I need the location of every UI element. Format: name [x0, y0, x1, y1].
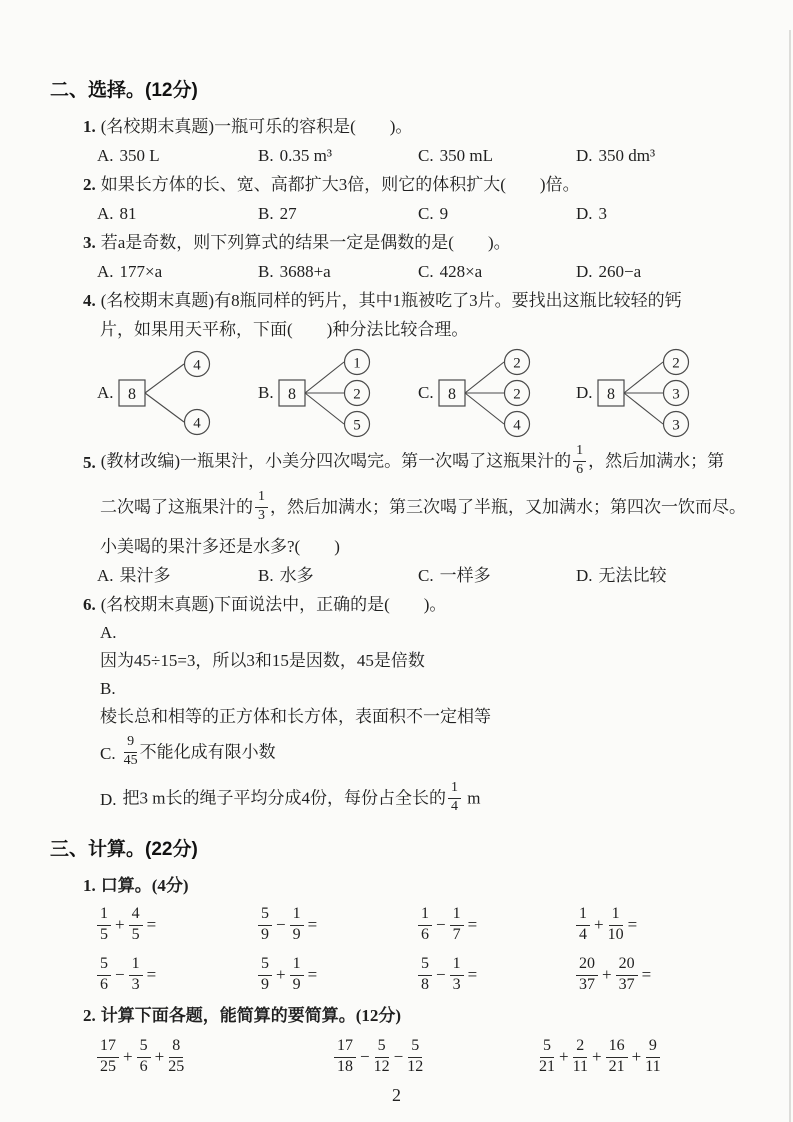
fraction: $\frac{1}{3}$ — [129, 956, 143, 994]
option-label: C. — [418, 262, 434, 281]
option-label: D. — [576, 262, 593, 281]
option-c — [418, 257, 576, 286]
option-label: B. — [258, 146, 274, 165]
oral-expression-3 — [416, 907, 574, 945]
oral-calc-row-1 — [95, 901, 793, 951]
operator: = — [146, 914, 157, 934]
branch-diagram — [596, 348, 700, 438]
oral-calc-label — [83, 871, 793, 901]
diagram-label: D. — [576, 383, 593, 402]
question-text: (名校期末真题)下面说法中，正确的是( )。 — [100, 595, 447, 614]
question-2-stem — [83, 170, 793, 199]
fraction: $\frac{1}{9}$ — [290, 956, 304, 994]
option-b — [258, 199, 418, 228]
question-text: (名校期末真题)一瓶可乐的容积是( )。 — [100, 117, 413, 136]
option-text: 9 — [439, 204, 449, 223]
option-d — [576, 141, 793, 170]
fraction: $\frac{5}{6}$ — [137, 1038, 151, 1076]
sub-text: 计算下面各题，能简算的要简算。(12分) — [100, 1006, 402, 1025]
fraction: $\frac{4}{5}$ — [129, 906, 143, 944]
question-text: 若a是奇数，则下列算式的结果一定是偶数的是( )。 — [100, 233, 511, 252]
oral-expression-4 — [574, 907, 793, 945]
branch-diagram — [117, 348, 221, 438]
svg-text:4: 4 — [192, 357, 201, 374]
question-number: 3. — [83, 233, 96, 252]
option-text: 350 dm³ — [598, 146, 656, 165]
option-a — [97, 141, 258, 170]
option-text: 水多 — [279, 566, 314, 585]
option-label: C. — [418, 204, 434, 223]
question-4 — [0, 286, 793, 438]
svg-text:2: 2 — [352, 386, 361, 403]
svg-text:2: 2 — [671, 355, 680, 372]
option-text: 428×a — [439, 262, 483, 281]
oral-expression-7 — [416, 957, 574, 995]
oral-expression-5 — [95, 957, 256, 995]
fraction: $\frac{16}{21}$ — [606, 1038, 628, 1076]
balance-diagram-c — [418, 348, 576, 438]
operator: − — [436, 914, 446, 934]
branch-diagram — [437, 348, 541, 438]
fraction: $\frac{5}{9}$ — [258, 906, 272, 944]
oral-calc-row-2 — [95, 951, 793, 1001]
option-label: C. — [418, 566, 434, 585]
svg-text:5: 5 — [352, 417, 361, 434]
option-a — [97, 561, 258, 590]
svg-text:8: 8 — [287, 386, 296, 403]
question-text: 如果长方体的长、宽、高都扩大3倍，则它的体积扩大( )倍。 — [100, 175, 580, 194]
option-text — [122, 780, 481, 816]
option-text: 350 L — [119, 146, 160, 165]
text-run: 因为45÷15=3，所以3和15是因数，45是倍数 — [100, 651, 425, 670]
question-number: 6. — [83, 595, 96, 614]
svg-text:4: 4 — [192, 415, 201, 432]
question-6-option-d — [100, 777, 793, 823]
fraction: $\frac{20}{37}$ — [576, 956, 598, 994]
option-label: B. — [100, 679, 116, 698]
operator: + — [592, 1046, 602, 1066]
fraction: $\frac{5}{6}$ — [97, 956, 111, 994]
simplify-calc-label — [83, 1001, 793, 1031]
question-3 — [0, 228, 793, 286]
svg-text:2: 2 — [512, 386, 521, 403]
fraction: $\frac{1}{5}$ — [97, 906, 111, 944]
text-run: 不能化成有限小数 — [139, 742, 276, 762]
option-label: A. — [97, 262, 114, 281]
option-label: A. — [97, 566, 114, 585]
fraction: $\frac{1}{7}$ — [450, 906, 464, 944]
fraction: $\frac{2}{11}$ — [572, 1037, 588, 1075]
question-5-stem-line2 — [100, 486, 793, 532]
option-label: B. — [258, 262, 274, 281]
simplify-expression-2 — [332, 1039, 537, 1077]
fraction: $\frac{9}{11}$ — [645, 1037, 661, 1075]
fraction: $\frac{1}{6}$ — [573, 444, 586, 477]
question-5 — [0, 440, 793, 590]
operator: + — [123, 1046, 133, 1066]
fraction: $\frac{1}{10}$ — [607, 905, 624, 943]
text-run: 二次喝了这瓶果汁的 — [100, 497, 253, 517]
question-3-stem — [83, 228, 793, 257]
oral-expression-1 — [95, 907, 256, 945]
diagram-label: C. — [418, 383, 434, 402]
text-run: ，然后加满水；第 — [588, 451, 725, 471]
option-d — [576, 257, 793, 286]
operator: + — [631, 1046, 642, 1066]
text-run: ，然后加满水；第三次喝了半瓶，又加满水；第四次一饮而尽。 — [270, 497, 746, 517]
question-4-stem-line2 — [100, 315, 793, 344]
fraction: $\frac{1}{3}$ — [255, 490, 268, 523]
option-label: A. — [97, 146, 114, 165]
operator: + — [602, 964, 612, 984]
question-6-stem — [83, 590, 793, 619]
fraction: $\frac{5}{9}$ — [258, 956, 272, 994]
fraction: $\frac{17}{25}$ — [97, 1038, 119, 1076]
question-text: (名校期末真题)有8瓶同样的钙片，其中1瓶被吃了3片。要找出这瓶比较轻的钙 — [100, 291, 682, 310]
sub-text: 口算。(4分) — [100, 876, 189, 895]
question-3-options — [97, 257, 793, 286]
question-6-option-c — [100, 731, 793, 777]
option-text: 0.35 m³ — [279, 146, 332, 165]
option-text: 一样多 — [439, 566, 491, 585]
question-4-diagrams — [97, 348, 793, 438]
text-run: 把3 m长的绳子平均分成4份，每份占全长的 — [122, 788, 447, 808]
page-number: 2 — [392, 1085, 401, 1105]
option-b — [258, 257, 418, 286]
operator: = — [467, 914, 478, 934]
operator: = — [307, 964, 318, 984]
option-c — [418, 141, 576, 170]
question-text — [100, 443, 725, 479]
option-d — [576, 561, 793, 590]
operator: = — [307, 914, 318, 934]
option-text: 3688+a — [279, 262, 331, 281]
option-label: D. — [576, 146, 593, 165]
option-label: A. — [97, 204, 114, 223]
svg-text:4: 4 — [512, 417, 521, 434]
option-text: 27 — [279, 204, 297, 223]
question-number: 1. — [83, 117, 96, 136]
question-6-option-a — [100, 619, 793, 675]
question-5-options — [97, 561, 793, 590]
option-label: D. — [576, 566, 593, 585]
fraction: $\frac{5}{12}$ — [407, 1037, 424, 1075]
simplify-expression-3 — [537, 1039, 793, 1077]
balance-diagram-d — [576, 348, 793, 438]
svg-text:8: 8 — [606, 386, 615, 403]
question-5-stem-line3 — [100, 532, 793, 561]
option-text: 350 mL — [439, 146, 493, 165]
option-a — [97, 199, 258, 228]
section-calc-heading: 三、计算。(22分) — [50, 839, 198, 860]
fraction: $\frac{1}{4}$ — [576, 906, 590, 944]
option-c — [418, 561, 576, 590]
operator: − — [393, 1046, 404, 1066]
oral-expression-2 — [256, 907, 416, 945]
operator: = — [146, 964, 157, 984]
question-text — [100, 489, 746, 525]
simplify-expression-1 — [95, 1039, 332, 1077]
option-label: C. — [418, 146, 434, 165]
sub-number: 1. — [83, 876, 96, 895]
fraction: $\frac{5}{12}$ — [373, 1037, 390, 1075]
balance-diagram-a — [97, 348, 258, 438]
question-1-stem — [83, 112, 793, 141]
option-label: B. — [258, 566, 274, 585]
option-text — [100, 647, 793, 675]
section-choice-heading: 二、选择。(12分) — [50, 80, 198, 101]
question-5-stem-line1 — [83, 440, 793, 486]
option-text: 81 — [119, 204, 137, 223]
option-c — [418, 199, 576, 228]
text-run: (教材改编)一瓶果汁，小美分四次喝完。第一次喝了这瓶果汁的 — [100, 451, 572, 471]
operator: + — [115, 914, 125, 934]
operator: + — [559, 1046, 569, 1066]
fraction: $\frac{1}{4}$ — [448, 781, 461, 814]
question-6 — [0, 590, 793, 823]
operator: + — [154, 1046, 165, 1066]
fraction: $\frac{20}{37}$ — [616, 956, 638, 994]
fraction: $\frac{8}{25}$ — [168, 1037, 185, 1075]
diagram-label: A. — [97, 383, 114, 402]
operator: − — [115, 964, 125, 984]
operator: − — [360, 1046, 370, 1066]
question-number: 4. — [83, 291, 96, 310]
simplify-calc-row — [95, 1031, 793, 1085]
oral-expression-6 — [256, 957, 416, 995]
option-label: A. — [100, 623, 117, 642]
operator: = — [641, 964, 652, 984]
option-d — [576, 199, 793, 228]
option-text — [122, 734, 276, 770]
option-label: D. — [100, 789, 117, 809]
question-6-option-b — [100, 675, 793, 731]
option-a — [97, 257, 258, 286]
fraction: $\frac{9}{45}$ — [123, 734, 138, 768]
diagram-label: B. — [258, 383, 274, 402]
balance-diagram-b — [258, 348, 418, 438]
option-text: 无法比较 — [598, 566, 667, 585]
operator: − — [276, 914, 286, 934]
svg-text:8: 8 — [127, 386, 136, 403]
question-1-options — [97, 141, 793, 170]
svg-text:3: 3 — [671, 417, 680, 434]
question-text: 小美喝的果汁多还是水多?( ) — [100, 537, 340, 556]
option-text: 260−a — [598, 262, 642, 281]
sub-number: 2. — [83, 1006, 96, 1025]
svg-text:1: 1 — [352, 355, 361, 372]
option-b — [258, 561, 418, 590]
option-text — [100, 703, 793, 731]
option-text: 3 — [598, 204, 608, 223]
option-label: B. — [258, 204, 274, 223]
fraction: $\frac{1}{6}$ — [418, 906, 432, 944]
option-b — [258, 141, 418, 170]
svg-text:2: 2 — [512, 355, 521, 372]
fraction: $\frac{17}{18}$ — [334, 1038, 356, 1076]
question-number: 5. — [83, 452, 96, 472]
operator: = — [467, 964, 478, 984]
option-label: C. — [100, 743, 116, 763]
question-2 — [0, 170, 793, 228]
svg-text:3: 3 — [671, 386, 680, 403]
question-2-options — [97, 199, 793, 228]
option-label: D. — [576, 204, 593, 223]
fraction: $\frac{5}{8}$ — [418, 956, 432, 994]
question-text: 片，如果用天平称，下面( )种分法比较合理。 — [100, 320, 469, 339]
operator: = — [627, 914, 638, 934]
fraction: $\frac{5}{21}$ — [539, 1037, 555, 1075]
question-number: 2. — [83, 175, 96, 194]
operator: − — [436, 964, 446, 984]
option-text: 177×a — [119, 262, 163, 281]
fraction: $\frac{1}{3}$ — [450, 956, 464, 994]
option-text: 果汁多 — [119, 566, 171, 585]
svg-text:8: 8 — [447, 386, 456, 403]
text-run: m — [463, 788, 481, 808]
text-run: 棱长总和相等的正方体和长方体，表面积不一定相等 — [100, 707, 491, 726]
operator: + — [594, 914, 604, 934]
fraction: $\frac{1}{9}$ — [290, 906, 304, 944]
oral-expression-8 — [574, 957, 793, 995]
operator: + — [276, 964, 286, 984]
question-1 — [0, 112, 793, 170]
branch-diagram — [277, 348, 381, 438]
question-4-stem-line1 — [83, 286, 793, 315]
